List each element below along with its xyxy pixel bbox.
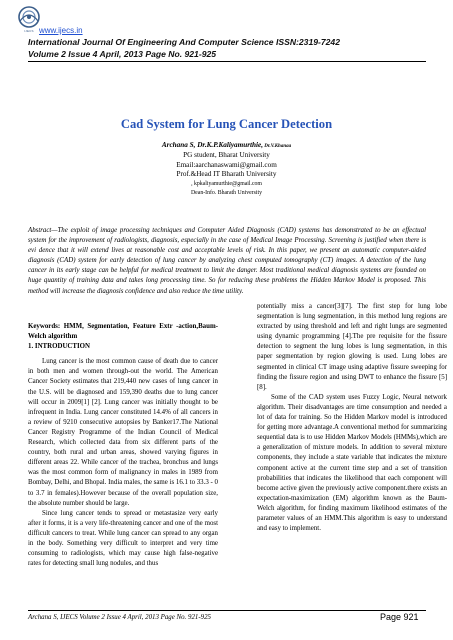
- author-names: Archana S, Dr.K.P.Kaliyamurthie,: [161, 141, 263, 149]
- journal-site-link[interactable]: www.ijecs.in: [39, 26, 83, 35]
- page-number: Page 921: [380, 612, 419, 622]
- author-affiliation-1: PG student, Bharat University: [183, 151, 270, 160]
- author-block: [0, 141, 453, 198]
- author-email-1: Email:aarchanaswami@gmail.com: [176, 160, 277, 169]
- paper-title: Cad System for Lung Cancer Detection: [120, 117, 333, 131]
- intro-paragraph-2: Since lung cancer tends to spread or metastasize very early after it forms, it is a very life-threatening cancer and one of the most difficult cancers to treat. While lung cancer can spread to any organ in the body. Something very difficult to interpret and very time consuming to radiologists, which may cause high false-negative rates for detecting small lung nodules, and thus: [28, 509, 218, 568]
- journal-name: International Journal Of Engineering And Computer Science ISSN:2319-7242: [28, 37, 340, 47]
- author-affiliation-2: Prof.&Head IT Bharath University: [176, 170, 277, 179]
- right-paragraph-1: potentially miss a cancer[3][7]. The first step for lung lobe segmentation is lung segmentation, in this method lung regions are extracted by using threshold and left and right lungs are segmented using dynamic programming [4].The pre requisite for the fissure detection to segment the lung lobes is lung segmentation, in this paper segmentation by region glowing is used. Lung lobes are segmented in clinical CT image using adaptive fissure sweeping for finding the fissure region and using DWT to enhance the fissure [5][8].: [257, 303, 447, 391]
- footer-citation: Archana S, IJECS Volume 2 Issue 4 April, 2013 Page No. 921-925: [28, 614, 211, 621]
- author-affiliation-3: Dean-Info. Bharath University: [191, 190, 262, 197]
- header-divider: [28, 61, 426, 62]
- abstract: Abstract—The exploit of image processing techniques and Computer Aided Diagnosis (CAD) systems has demonstrated to be an effectual system for the improvement of radiologists, diagnosis, especially in the case of Medical Image Processing. Screening is justified when there is evi dence that it will extend lives at reasonable cost and acceptable levels of risk. In this paper, we present an automatic computer-aided diagnosis (CAD) system for early detection of lung cancer by analyzing chest computed tomography (CT) images. A detection of the lung cancer in its early stage can be helpful for medical treatment to limit the danger. Most traditional medical diagnosis systems are founded on huge quantity of training data and takes long processing time. So for reducing these problems the Hidden Markov Model is proposed. This method will increase the diagnosis confidence and also reduce the time utility.: [28, 227, 426, 295]
- author-email-2: , kpkaliyamurthie@gmail.com: [191, 180, 262, 187]
- keywords: Keywords: HMM, Segmentation, Feature Extr -action,Baum-Welch algorithm: [28, 323, 218, 341]
- right-column: [257, 302, 447, 534]
- author-names-small: Dr.V.Khanaa: [263, 144, 292, 149]
- left-column: [28, 322, 218, 569]
- intro-paragraph-1: Lung cancer is the most common cause of death due to cancer in both men and women through-out the world. The American Cancer Society estimates that 219,440 new cases of lung cancer in the U.S. will be diagnosed and 159,390 deaths due to lung cancer will occur in 2009[1] [2]. Lung cancer was initially thought to be infrequent in India. Lung cancer constituted 14.4% of all cancers in a review of 9210 consecutive autopsies by Banker17.The National Cancer Registry Programme of the Indian Council of Medical Research, which collected data from six different parts of the country, both rural and urban areas, showed varying figures in different areas 22. While cancer of the trachea, bronchus and lungs was the most common form of malignancy in males in 1989 from Bombay, Delhi, and Bhopal. India males, the same is 16.1 to 33.3 - 0 to 3.7 in females).However because of the overall population size, the absolute number should be large.: [28, 358, 218, 507]
- journal-logo-text: IJECS: [24, 29, 34, 33]
- section-heading-introduction: 1. INTRODUCTION: [28, 343, 91, 351]
- footer-divider: [28, 610, 426, 611]
- journal-volume: Volume 2 Issue 4 April, 2013 Page No. 921-925: [28, 49, 217, 59]
- right-paragraph-2: Some of the CAD system uses Fuzzy Logic, Neural network algorithm. Their disadvantages are time consumption and needed a lot of data for training. So the Hidden Markov model is introduced for getting more advantage.A conventional method for summarizing sequential data is to use Hidden Markov Models (HMMs),which are a generalization of mixture models. In addition to several mixture components, they include a state variable that indicates the mixture component active at the current time step and a set of transition probabilities that indicates the likelihood that each component will become active given the previously active component.there exists an expectation-maximization (EM) algorithm known as the Baum-Welch algorithm, for finding maximum likelihood estimates of the parameter values of an HMM.This algorithm is easy to understand and easy to implement.: [257, 393, 447, 533]
